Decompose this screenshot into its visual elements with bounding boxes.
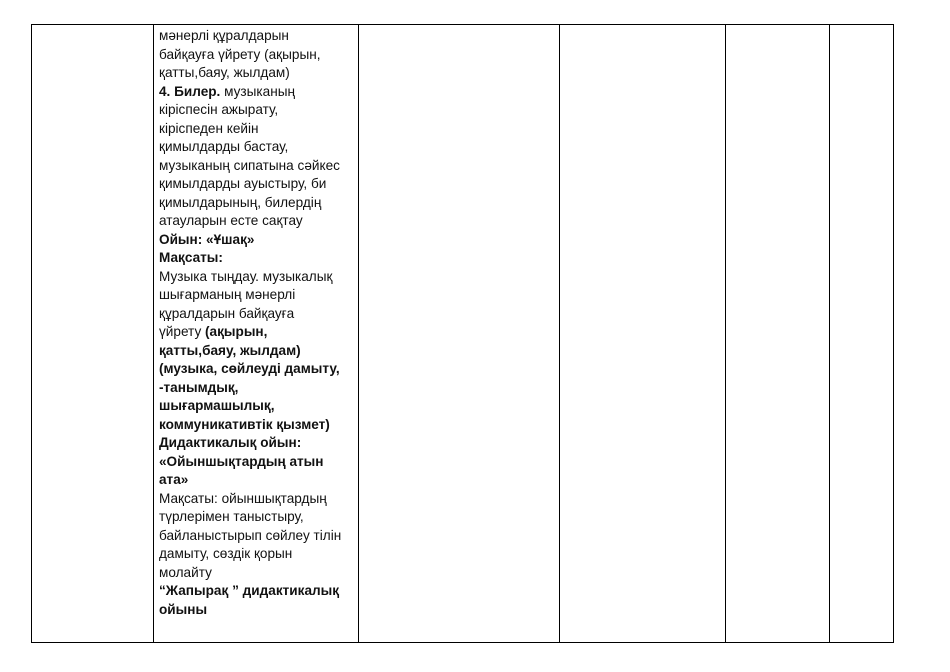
didactic-game-title-line-2: ата»: [159, 472, 189, 487]
leaf-game-line-1: “Жапырақ ” дидактикалық: [159, 583, 340, 598]
table-cell-col-4: [560, 25, 726, 643]
lesson-plan-table: [31, 24, 894, 643]
dance-first-line-rest: музыканың: [220, 83, 296, 99]
intro-line-1: мәнерлі құралдарын: [159, 28, 289, 43]
dance-line-4: музыканың сипатына сәйкес: [159, 157, 340, 173]
table-cell-col-3: [359, 25, 560, 643]
purpose-label: Мақсаты:: [159, 250, 223, 265]
didactic-purpose-line-3: байланыстырып сөйлеу тілін: [159, 527, 342, 543]
table-cell-col-5: [726, 25, 830, 643]
bold-line-2: (музыка, сөйлеуді дамыту,: [159, 361, 340, 376]
didactic-purpose-line-2: түрлерімен таныстыру,: [159, 509, 304, 524]
intro-line-2: байқауға үйрету (ақырын,: [159, 46, 321, 62]
purpose-last-plain: үйрету: [159, 324, 206, 339]
purpose-line-4: [159, 323, 354, 342]
table-cell-content: [154, 25, 359, 643]
intro-line-3: қатты,баяу, жылдам): [159, 65, 290, 80]
purpose-line-1: Музыка тыңдау. музыкалық: [159, 268, 333, 284]
bold-line-5: коммуникативтік қызмет): [159, 416, 330, 432]
table-cell-col-6: [830, 25, 894, 643]
cell-content-text: [154, 25, 358, 619]
didactic-game-title-line-1: «Ойыншықтардың атын: [159, 453, 324, 469]
purpose-last-bold: (ақырын,: [205, 324, 268, 339]
dance-line-3: қимылдарды бастау,: [159, 139, 289, 154]
dance-line-5: қимылдарды ауыстыру, би: [159, 176, 327, 191]
bold-line-1: қатты,баяу, жылдам): [159, 342, 301, 358]
didactic-purpose-line-5: молайту: [159, 564, 212, 580]
dance-line-7: атауларын есте сақтау: [159, 213, 303, 228]
leaf-game-line-2: ойыны: [159, 601, 208, 617]
bold-line-3: -танымдық,: [159, 379, 239, 395]
dance-heading: 4. Билер.: [159, 83, 221, 99]
table-cell-col-1: [32, 25, 154, 643]
didactic-purpose-line-1: Мақсаты: ойыншықтардың: [159, 490, 327, 506]
didactic-purpose-line-4: дамыту, сөздік қорын: [159, 546, 293, 561]
dance-line-1: кіріспесін ажырату,: [159, 102, 279, 117]
bold-line-4: шығармашылық,: [159, 398, 275, 413]
dance-line-6: қимылдарының, билердің: [159, 194, 322, 210]
dance-line-2: кіріспеден кейін: [159, 120, 259, 136]
game-title: Ойын: «Ұшақ»: [159, 231, 255, 247]
dance-first-line: [159, 83, 354, 102]
didactic-game-label: Дидактикалық ойын:: [159, 435, 302, 450]
purpose-line-2: шығарманың мәнерлі: [159, 287, 296, 302]
purpose-line-3: құралдарын байқауға: [159, 305, 295, 321]
